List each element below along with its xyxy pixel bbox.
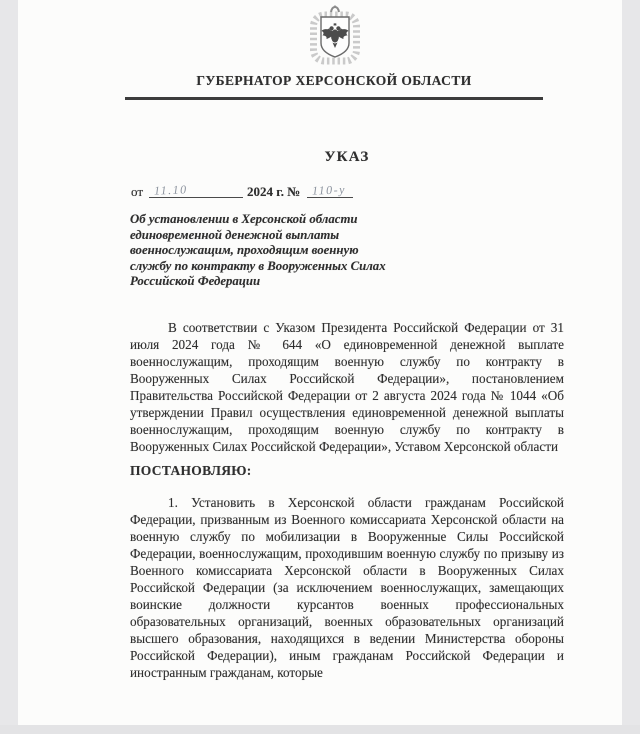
handwritten-date: 11.10	[153, 182, 188, 198]
scan-edge-bottom	[0, 725, 640, 734]
year-number-label: 2024 г. №	[247, 184, 301, 199]
header-rule	[125, 97, 543, 100]
number-blank-line	[307, 182, 353, 198]
date-prefix: от	[131, 184, 144, 199]
preamble-paragraph: В соответствии с Указом Президента Российской Федерации от 31 июля 2024 года № 644 «О единовременной денежной выплате военнослужащим, проходящим военную службу по контракту в Вооруженных Силах Российской Федерации», постановлением Правительства Российской Федерации от 2 августа 2024 года № 1044 «Об утверждении Правил осуществления единовременной денежной выплаты военнослужащим, проходящим военную службу по контракту в Вооруженных Силах Российской Федерации», Уставом Херсонской области	[130, 320, 564, 454]
item-1-paragraph: 1. Установить в Херсонской области гражданам Российской Федерации, призванным из Военного комиссариата Херсонской области на военную службу по мобилизации в Вооруженные Силы Российской Федерации, военнослужащим, проходившим военную службу по призыву из Военного комиссариата Херсонской области в Вооруженных Силах Российской Федерации (за исключением военнослужащих, замещающих воинские должности курсантов военных профессиональных образовательных организаций, военных образовательных организаций высшего образования, находящихся в ведении Министерства обороны Российской Федерации), иным гражданам Российской Федерации и иностранным гражданам, которые	[130, 495, 564, 680]
subject-paragraph: Об установлении в Херсонской области единовременной денежной выплаты военнослужащим, проходящим военную службу по контракту в Вооруженных Силах Российской Федерации	[130, 212, 386, 289]
resolve-heading: ПОСТАНОВЛЯЮ:	[130, 463, 252, 478]
scan-edge-left	[0, 0, 18, 734]
org-name: ГУБЕРНАТОР ХЕРСОНСКОЙ ОБЛАСТИ	[196, 73, 472, 88]
coat-of-arms-icon	[304, 5, 366, 71]
handwritten-number: 110-у	[312, 182, 347, 198]
date-blank-line	[149, 182, 243, 198]
scan-edge-right	[622, 0, 640, 734]
date-line	[131, 182, 353, 200]
doc-title: УКАЗ	[324, 149, 370, 165]
